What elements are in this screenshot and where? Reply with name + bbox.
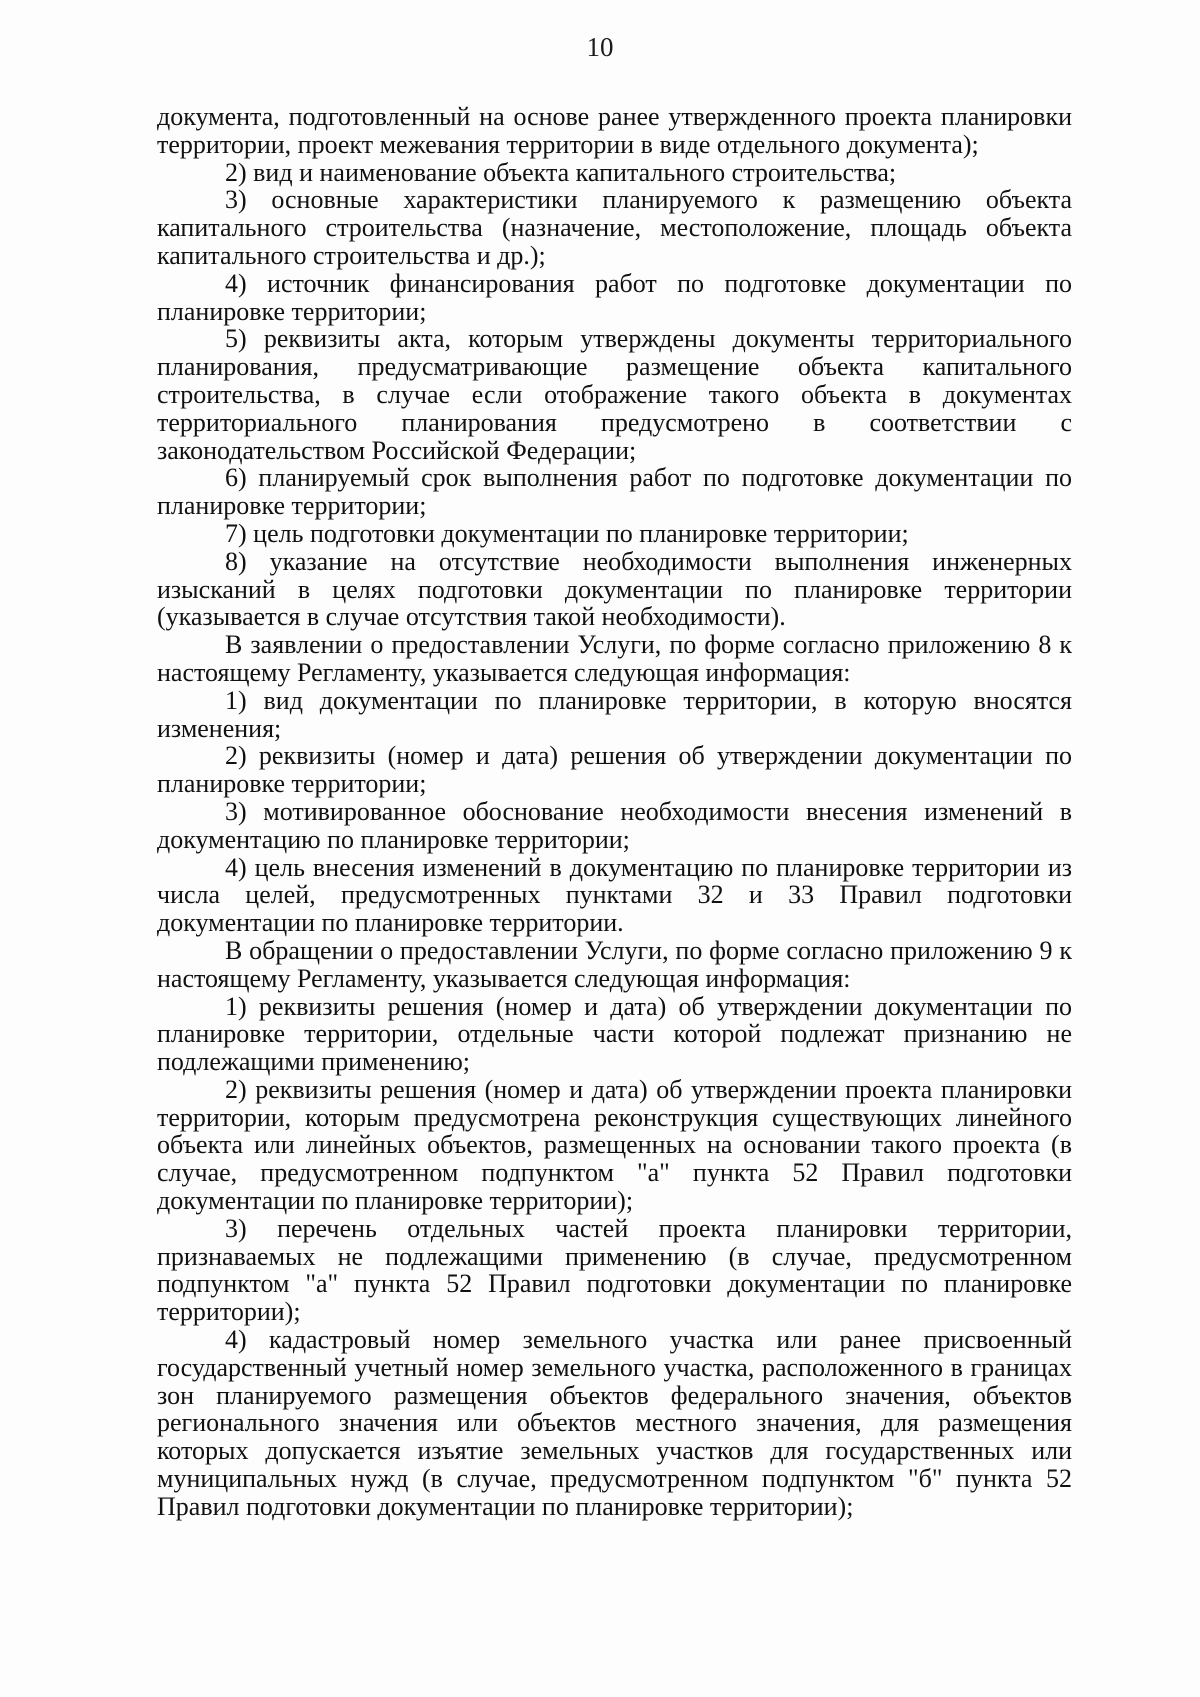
request-item-1: 1) реквизиты решения (номер и дата) об утверждении документации по планировке территории, отдельные части которой подлежат признанию не подлежащими применению;: [157, 991, 1072, 1077]
application-item-1: 1) вид документации по планировке территории, в которую вносятся изменения;: [157, 685, 1072, 743]
request-item-4: 4) кадастровый номер земельного участка или ранее присвоенный государственный учетный номер земельного участка, расположенного в границах зон планируемого размещения объектов федерального значения, объектов регионального значения или объектов местного значения, для размещения которых допускается изъятие земельных участков для государственных или муниципальных нужд (в случае, предусмотренном подпунктом "б" пункта 52 Правил подготовки документации по планировке территории);: [157, 1325, 1072, 1521]
document-body: [157, 103, 1072, 1521]
application-item-3: 3) мотивированное обоснование необходимости внесения изменений в документацию по планировке территории;: [157, 796, 1072, 854]
list-item-6-planned-term: 6) планируемый срок выполнения работ по подготовке документации по планировке территории;: [157, 463, 1072, 521]
request-item-2: 2) реквизиты решения (номер и дата) об утверждении проекта планировки территории, которым предусмотрена реконструкция существующих линейного объекта или линейных объектов, размещенных на основании такого проекта (в случае, предусмотренном подпунктом "а" пункта 52 Правил подготовки документации по планировке территории);: [157, 1074, 1072, 1216]
page-number: 10: [586, 32, 614, 62]
list-item-5-act-details: 5) реквизиты акта, которым утверждены документы территориального планирования, предусматривающие размещение объекта капитального строительства, в случае если отображение такого объекта в документах территориального планирования предусмотрено в соответствии с законодательством Российской Федерации;: [157, 324, 1072, 465]
request-item-3: 3) перечень отдельных частей проекта планировки территории, признаваемых не подлежащими применению (в случае, предусмотренном подпунктом "а" пункта 52 Правил подготовки документации по планировке территории);: [157, 1213, 1072, 1327]
request-intro-paragraph: В обращении о предоставлении Услуги, по форме согласно приложению 9 к настоящему Регламенту, указывается следующая информация:: [157, 935, 1072, 993]
list-item-4-funding-source: 4) источник финансирования работ по подготовке документации по планировке территории;: [157, 268, 1072, 326]
list-item-7-purpose: 7) цель подготовки документации по планировке территории;: [225, 518, 909, 548]
application-item-4: 4) цель внесения изменений в документацию по планировке территории из числа целей, предусмотренных пунктами 32 и 33 Правил подготовки документации по планировке территории.: [157, 852, 1072, 938]
application-item-2: 2) реквизиты (номер и дата) решения об утверждении документации по планировке территории;: [157, 741, 1072, 799]
list-item-2-object-type: 2) вид и наименование объекта капитального строительства;: [225, 157, 897, 187]
list-item-8-surveys: 8) указание на отсутствие необходимости выполнения инженерных изысканий в целях подготовки документации по планировке территории (указывается в случае отсутствия такой необходимости).: [157, 546, 1072, 632]
list-item-3-characteristics: 3) основные характеристики планируемого к размещению объекта капитального строительства (назначение, местоположение, площадь объекта капитального строительства и др.);: [157, 185, 1072, 270]
application-intro-paragraph: В заявлении о предоставлении Услуги, по форме согласно приложению 8 к настоящему Регламенту, указывается следующая информация:: [157, 630, 1072, 687]
paragraph-continuation: документа, подготовленный на основе ранее утвержденного проекта планировки территории, проект межевания территории в виде отдельного документа);: [157, 102, 1072, 159]
